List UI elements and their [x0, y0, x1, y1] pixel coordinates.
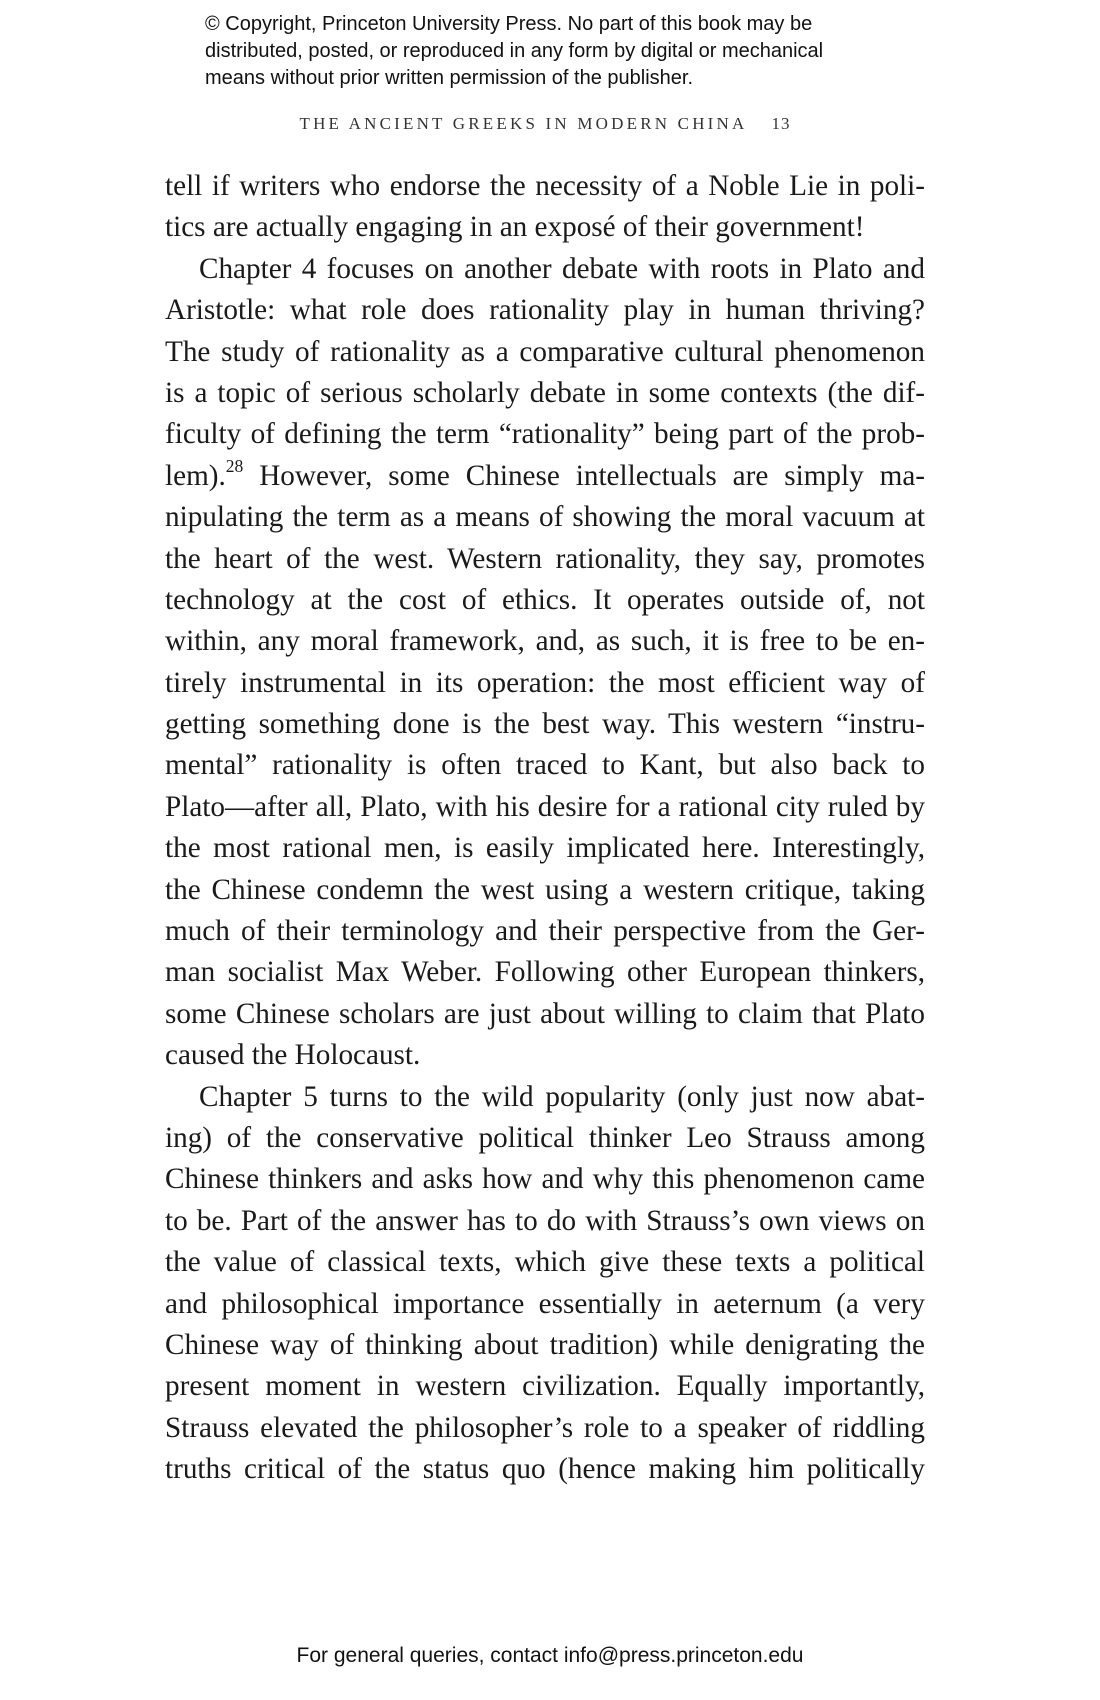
text-line: Chapter 4 focuses on another debate with roots in Plato and	[199, 252, 925, 285]
text-fragment: lem).	[165, 459, 226, 492]
text-line: tell if writers who endorse the necessity of a Noble Lie in poli-	[165, 170, 925, 202]
text-line: ficulty of defining the term “rationality” being part of the prob-	[165, 418, 925, 451]
copyright-line: means without prior written permission of the publisher.	[205, 67, 694, 89]
text-line: the heart of the west. Western rationality, they say, promotes	[165, 542, 925, 575]
text-line: the value of classical texts, which give these texts a political	[165, 1246, 925, 1279]
text-line: tirely instrumental in its operation: the most efficient way of	[165, 666, 925, 699]
text-line: nipulating the term as a means of showing the moral vacuum at	[165, 501, 925, 534]
page-number: 13	[771, 114, 791, 133]
text-fragment: However, some Chinese intellectuals are simply ma-	[243, 459, 925, 492]
text-line: to be. Part of the answer has to do with Strauss’s own views on	[165, 1204, 925, 1237]
text-line: Chapter 5 turns to the wild popularity (only just now abat-	[199, 1080, 925, 1113]
text-line: the Chinese condemn the west using a western critique, taking	[165, 873, 925, 906]
text-line: Chinese way of thinking about tradition) while denigrating the	[165, 1328, 925, 1361]
text-line: mental” rationality is often traced to Kant, but also back to	[165, 749, 925, 782]
text-line: Plato—after all, Plato, with his desire for a rational city ruled by	[165, 790, 925, 823]
text-line: Aristotle: what role does rationality play in human thriving?	[165, 294, 925, 327]
text-line: Strauss elevated the philosopher’s role to a speaker of riddling	[165, 1411, 925, 1444]
text-line: getting something done is the best way. This western “instru-	[165, 708, 925, 741]
running-head	[165, 114, 925, 134]
text-line: the most rational men, is easily implicated here. Interestingly,	[165, 832, 925, 865]
text-line: ing) of the conservative political thinker Leo Strauss among	[165, 1121, 925, 1154]
body-text	[165, 166, 925, 1491]
text-line: Chinese thinkers and asks how and why this phenomenon came	[165, 1163, 925, 1196]
text-line: is a topic of serious scholarly debate in some contexts (the dif-	[165, 376, 925, 409]
footer-contact: For general queries, contact info@press.princeton.edu	[296, 1644, 804, 1667]
text-line: within, any moral framework, and, as such, it is free to be en-	[165, 625, 925, 658]
text-line: some Chinese scholars are just about willing to claim that Plato	[165, 997, 925, 1030]
copyright-line: © Copyright, Princeton University Press. No part of this book may be	[205, 13, 813, 35]
text-line: present moment in western civilization. Equally importantly,	[165, 1370, 925, 1403]
copyright-line: distributed, posted, or reproduced in any form by digital or mechanical	[205, 40, 824, 62]
text-line: man socialist Max Weber. Following other European thinkers,	[165, 956, 925, 989]
text-line	[165, 456, 925, 497]
text-line: caused the Holocaust.	[165, 1039, 421, 1072]
text-line: tics are actually engaging in an exposé of their government!	[165, 211, 865, 244]
text-line: truths critical of the status quo (hence making him politically	[165, 1453, 925, 1486]
text-line: and philosophical importance essentially in aeternum (a very	[165, 1287, 925, 1320]
text-line: technology at the cost of ethics. It operates outside of, not	[165, 583, 925, 616]
footnote-ref-28[interactable]: 28	[225, 455, 244, 476]
text-line: The study of rationality as a comparative cultural phenomenon	[165, 335, 925, 368]
running-head-title: THE ANCIENT GREEKS IN MODERN CHINA	[299, 114, 748, 133]
text-line: much of their terminology and their perspective from the Ger-	[165, 915, 925, 948]
copyright-notice	[205, 11, 965, 92]
